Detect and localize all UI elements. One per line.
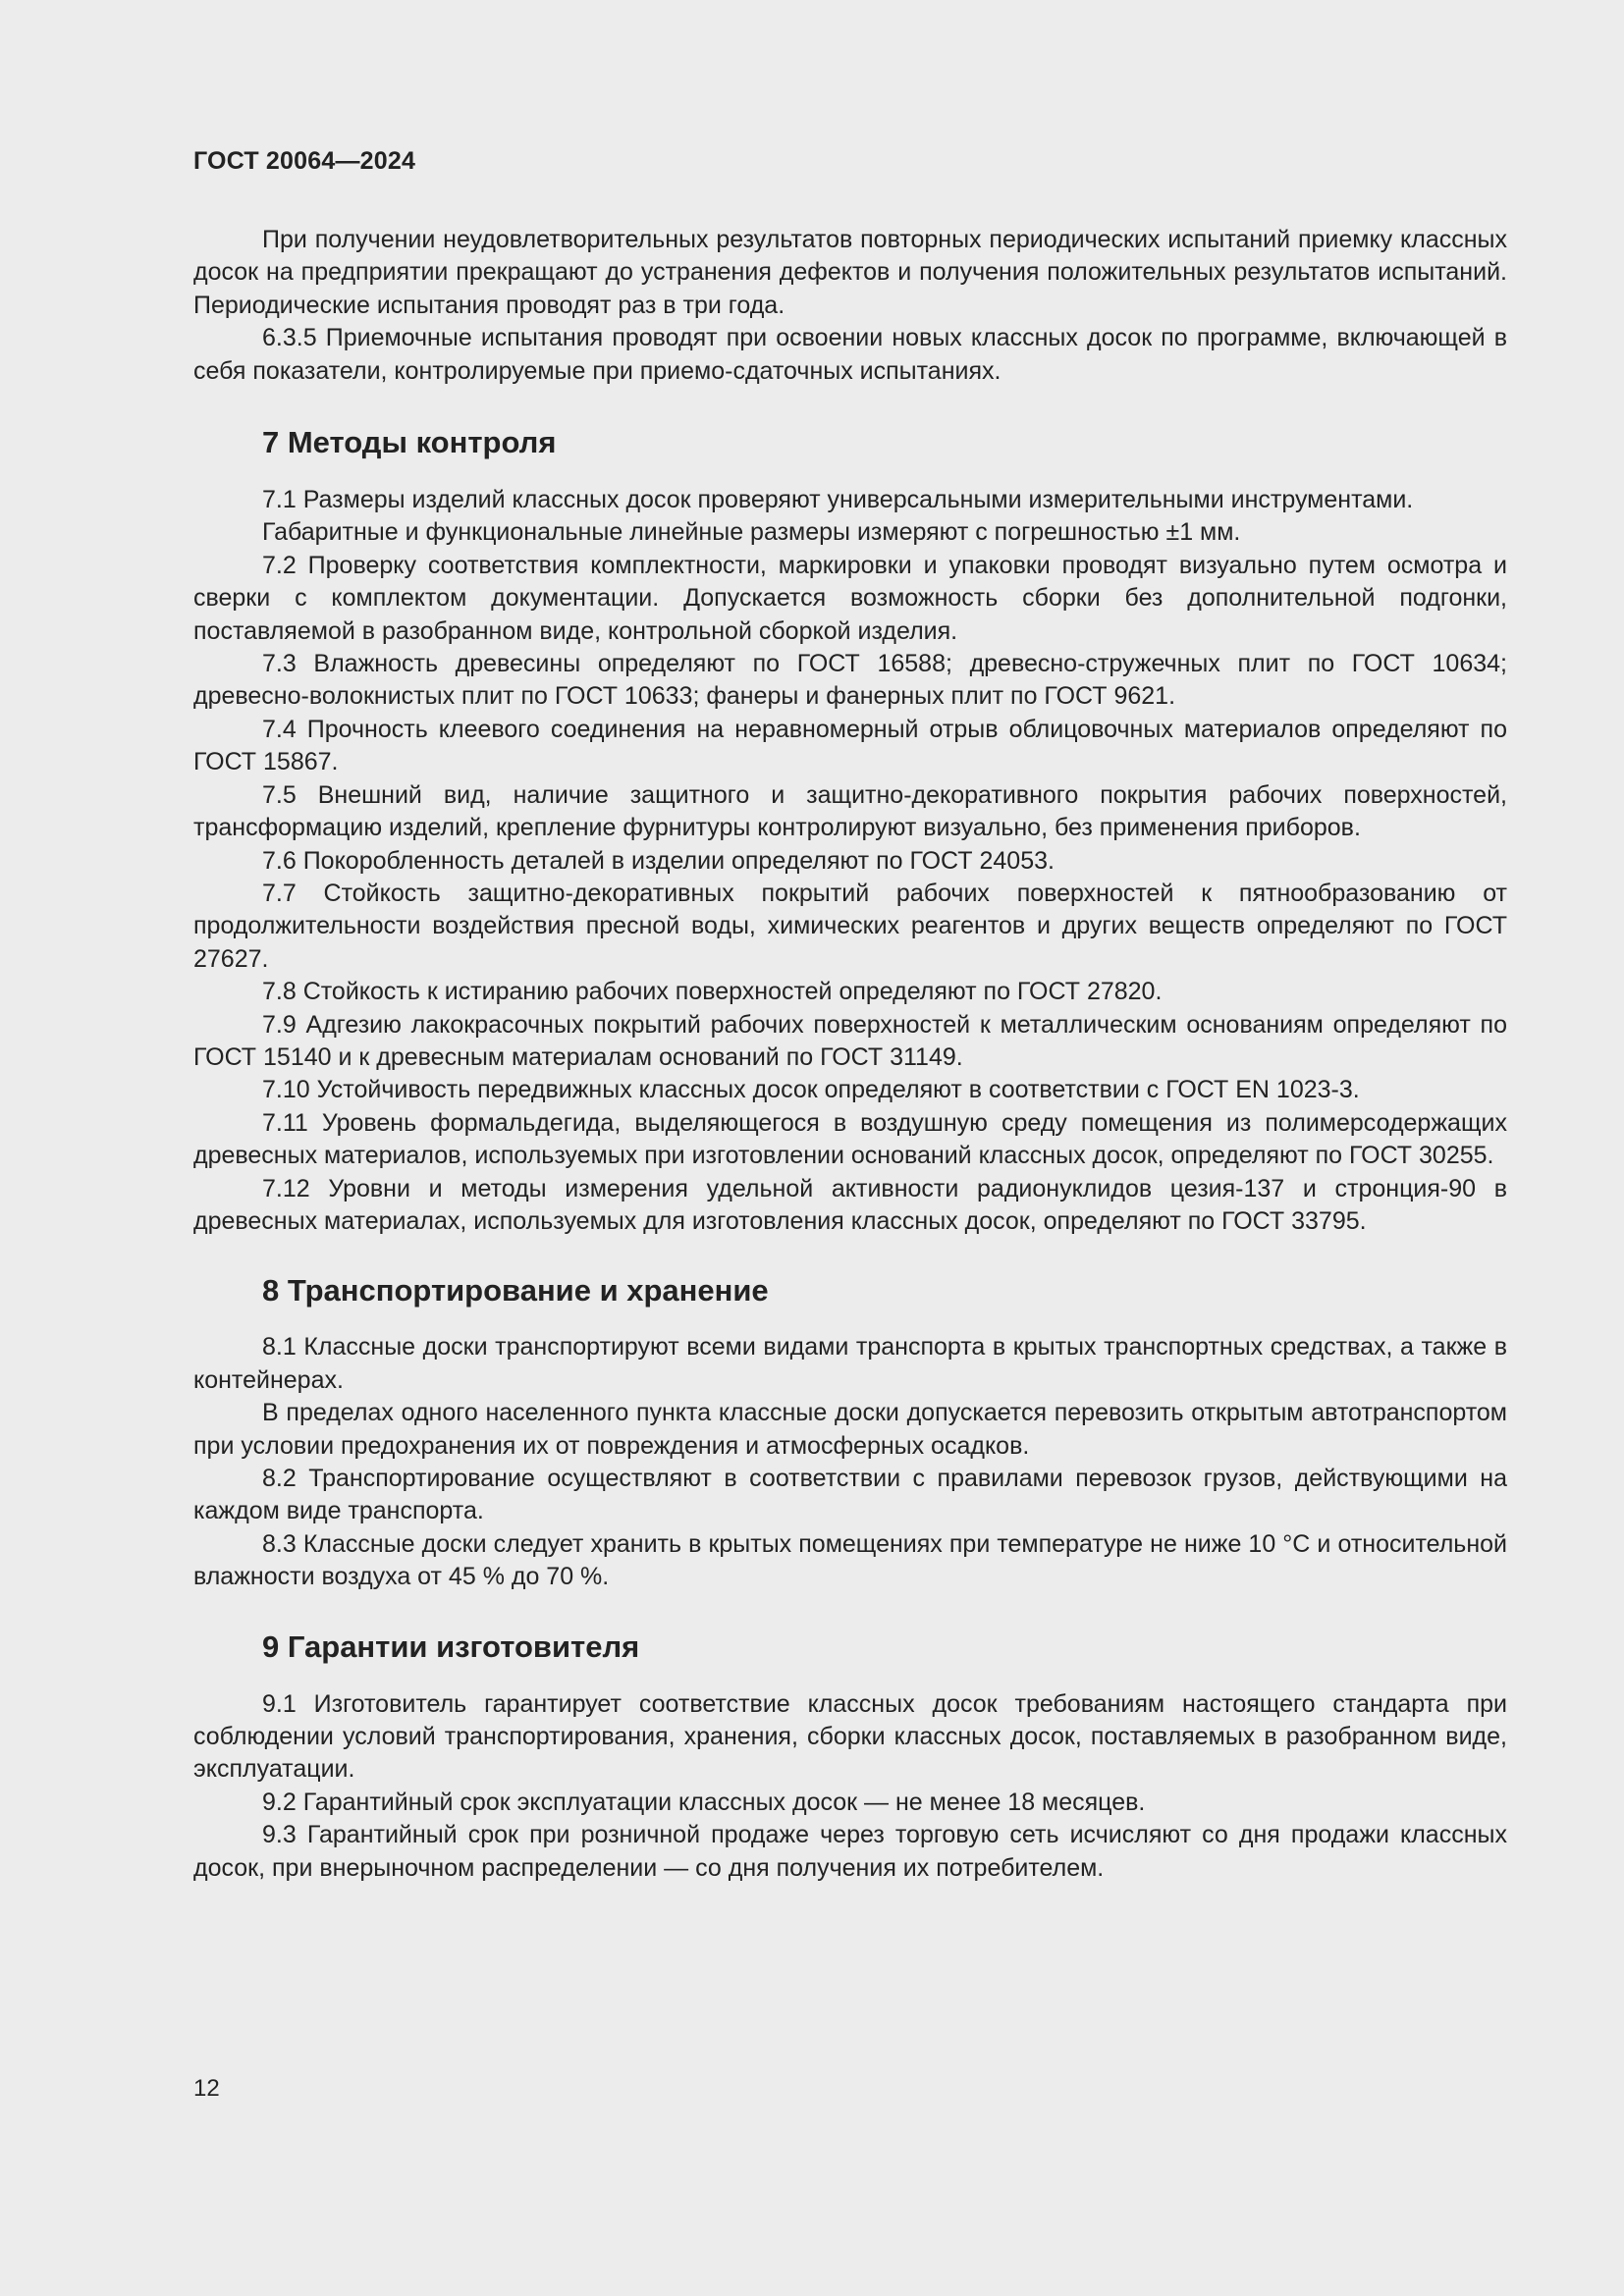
paragraph: 8.2 Транспортирование осуществляют в соответствии с правилами перевозок грузов, действующими на каждом виде транспорта. [193, 1465, 1507, 1525]
paragraph: 7.11 Уровень формальдегида, выделяющегося в воздушную среду помещения из полимерсодержащих древесных материалов, используемых при изготовлении оснований классных досок, определяют по ГОСТ 30255. [193, 1108, 1507, 1170]
paragraph: 6.3.5 Приемочные испытания проводят при освоении новых классных досок по программе, включающей в себя показатели, контролируемые при приемо-сдаточных испытаниях. [193, 324, 1507, 385]
paragraph: При получении неудовлетворительных результатов повторных периодических испытаний приемку классных досок на предприятии прекращают до устранения дефектов и получения положительных результатов испытаний. Периодические испытания проводят раз в три года. [193, 226, 1507, 319]
paragraph: 7.2 Проверку соответствия комплектности, маркировки и упаковки проводят визуально путем осмотра и сверки с комплектом документации. Допускается возможность сборки без дополнительной подгонки, поставляемой в разобранном виде, контрольной сборкой изделия. [193, 551, 1507, 645]
paragraph: В пределах одного населенного пункта классные доски допускается перевозить открытым автотранспортом при условии предохранения их от повреждения и атмосферных осадков. [193, 1399, 1507, 1460]
paragraph: 7.4 Прочность клеевого соединения на неравномерный отрыв облицовочных материалов определяют по ГОСТ 15867. [193, 715, 1507, 776]
paragraph: 7.9 Адгезию лакокрасочных покрытий рабочих поверхностей к металлическим основаниям определяют по ГОСТ 15140 и к древесным материалам оснований по ГОСТ 31149. [193, 1010, 1507, 1071]
section-heading-8: 8 Транспортирование и хранение [262, 1273, 769, 1308]
paragraph: 7.7 Стойкость защитно-декоративных покрытий рабочих поверхностей к пятнообразованию от продолжительности воздействия пресной воды, химических реагентов и других веществ определяют по ГОСТ 27627. [193, 879, 1507, 973]
paragraph: 8.3 Классные доски следует хранить в крытых помещениях при температуре не ниже 10 °C и относительной влажности воздуха от 45 % до 70 %. [193, 1529, 1507, 1591]
paragraph: 7.1 Размеры изделий классных досок проверяют универсальными измерительными инструментами. [262, 486, 1414, 514]
document-header: ГОСТ 20064—2024 [193, 147, 416, 175]
paragraph: 7.12 Уровни и методы измерения удельной активности радионуклидов цезия-137 и стронция-90 в древесных материалах, используемых для изготовления классных досок, определяют по ГОСТ 33795. [193, 1174, 1507, 1235]
section-heading-9: 9 Гарантии изготовителя [262, 1629, 640, 1664]
paragraph: 9.2 Гарантийный срок эксплуатации классных досок — не менее 18 месяцев. [262, 1788, 1146, 1816]
paragraph: 7.5 Внешний вид, наличие защитного и защитно-декоративного покрытия рабочих поверхностей, трансформацию изделий, крепление фурнитуры контролируют визуально, без применения приборов. [193, 780, 1507, 842]
paragraph: Габаритные и функциональные линейные размеры измеряют с погрешностью ±1 мм. [262, 518, 1241, 547]
paragraph: 7.6 Покоробленность деталей в изделии определяют по ГОСТ 24053. [262, 846, 1055, 875]
paragraph: 9.3 Гарантийный срок при розничной продаже через торговую сеть исчисляют со дня продажи классных досок, при внерыночном распределении — со дня получения их потребителем. [193, 1821, 1507, 1882]
paragraph: 7.10 Устойчивость передвижных классных досок определяют в соответствии с ГОСТ EN 1023-3. [262, 1076, 1360, 1104]
paragraph: 8.1 Классные доски транспортируют всеми видами транспорта в крытых транспортных средствах, а также в контейнерах. [193, 1333, 1507, 1394]
paragraph: 7.3 Влажность древесины определяют по ГОСТ 16588; древесно-стружечных плит по ГОСТ 10634; древесно-волокнистых плит по ГОСТ 10633; фанеры и фанерных плит по ГОСТ 9621. [193, 650, 1507, 711]
paragraph: 9.1 Изготовитель гарантирует соответствие классных досок требованиям настоящего стандарта при соблюдении условий транспортирования, хранения, сборки классных досок, поставляемых в разобранном виде, эксплуатации. [193, 1689, 1507, 1784]
section-heading-7: 7 Методы контроля [262, 425, 557, 460]
page-number: 12 [193, 2075, 220, 2102]
document-body [193, 224, 1507, 1885]
paragraph: 7.8 Стойкость к истиранию рабочих поверхностей определяют по ГОСТ 27820. [262, 978, 1163, 1006]
